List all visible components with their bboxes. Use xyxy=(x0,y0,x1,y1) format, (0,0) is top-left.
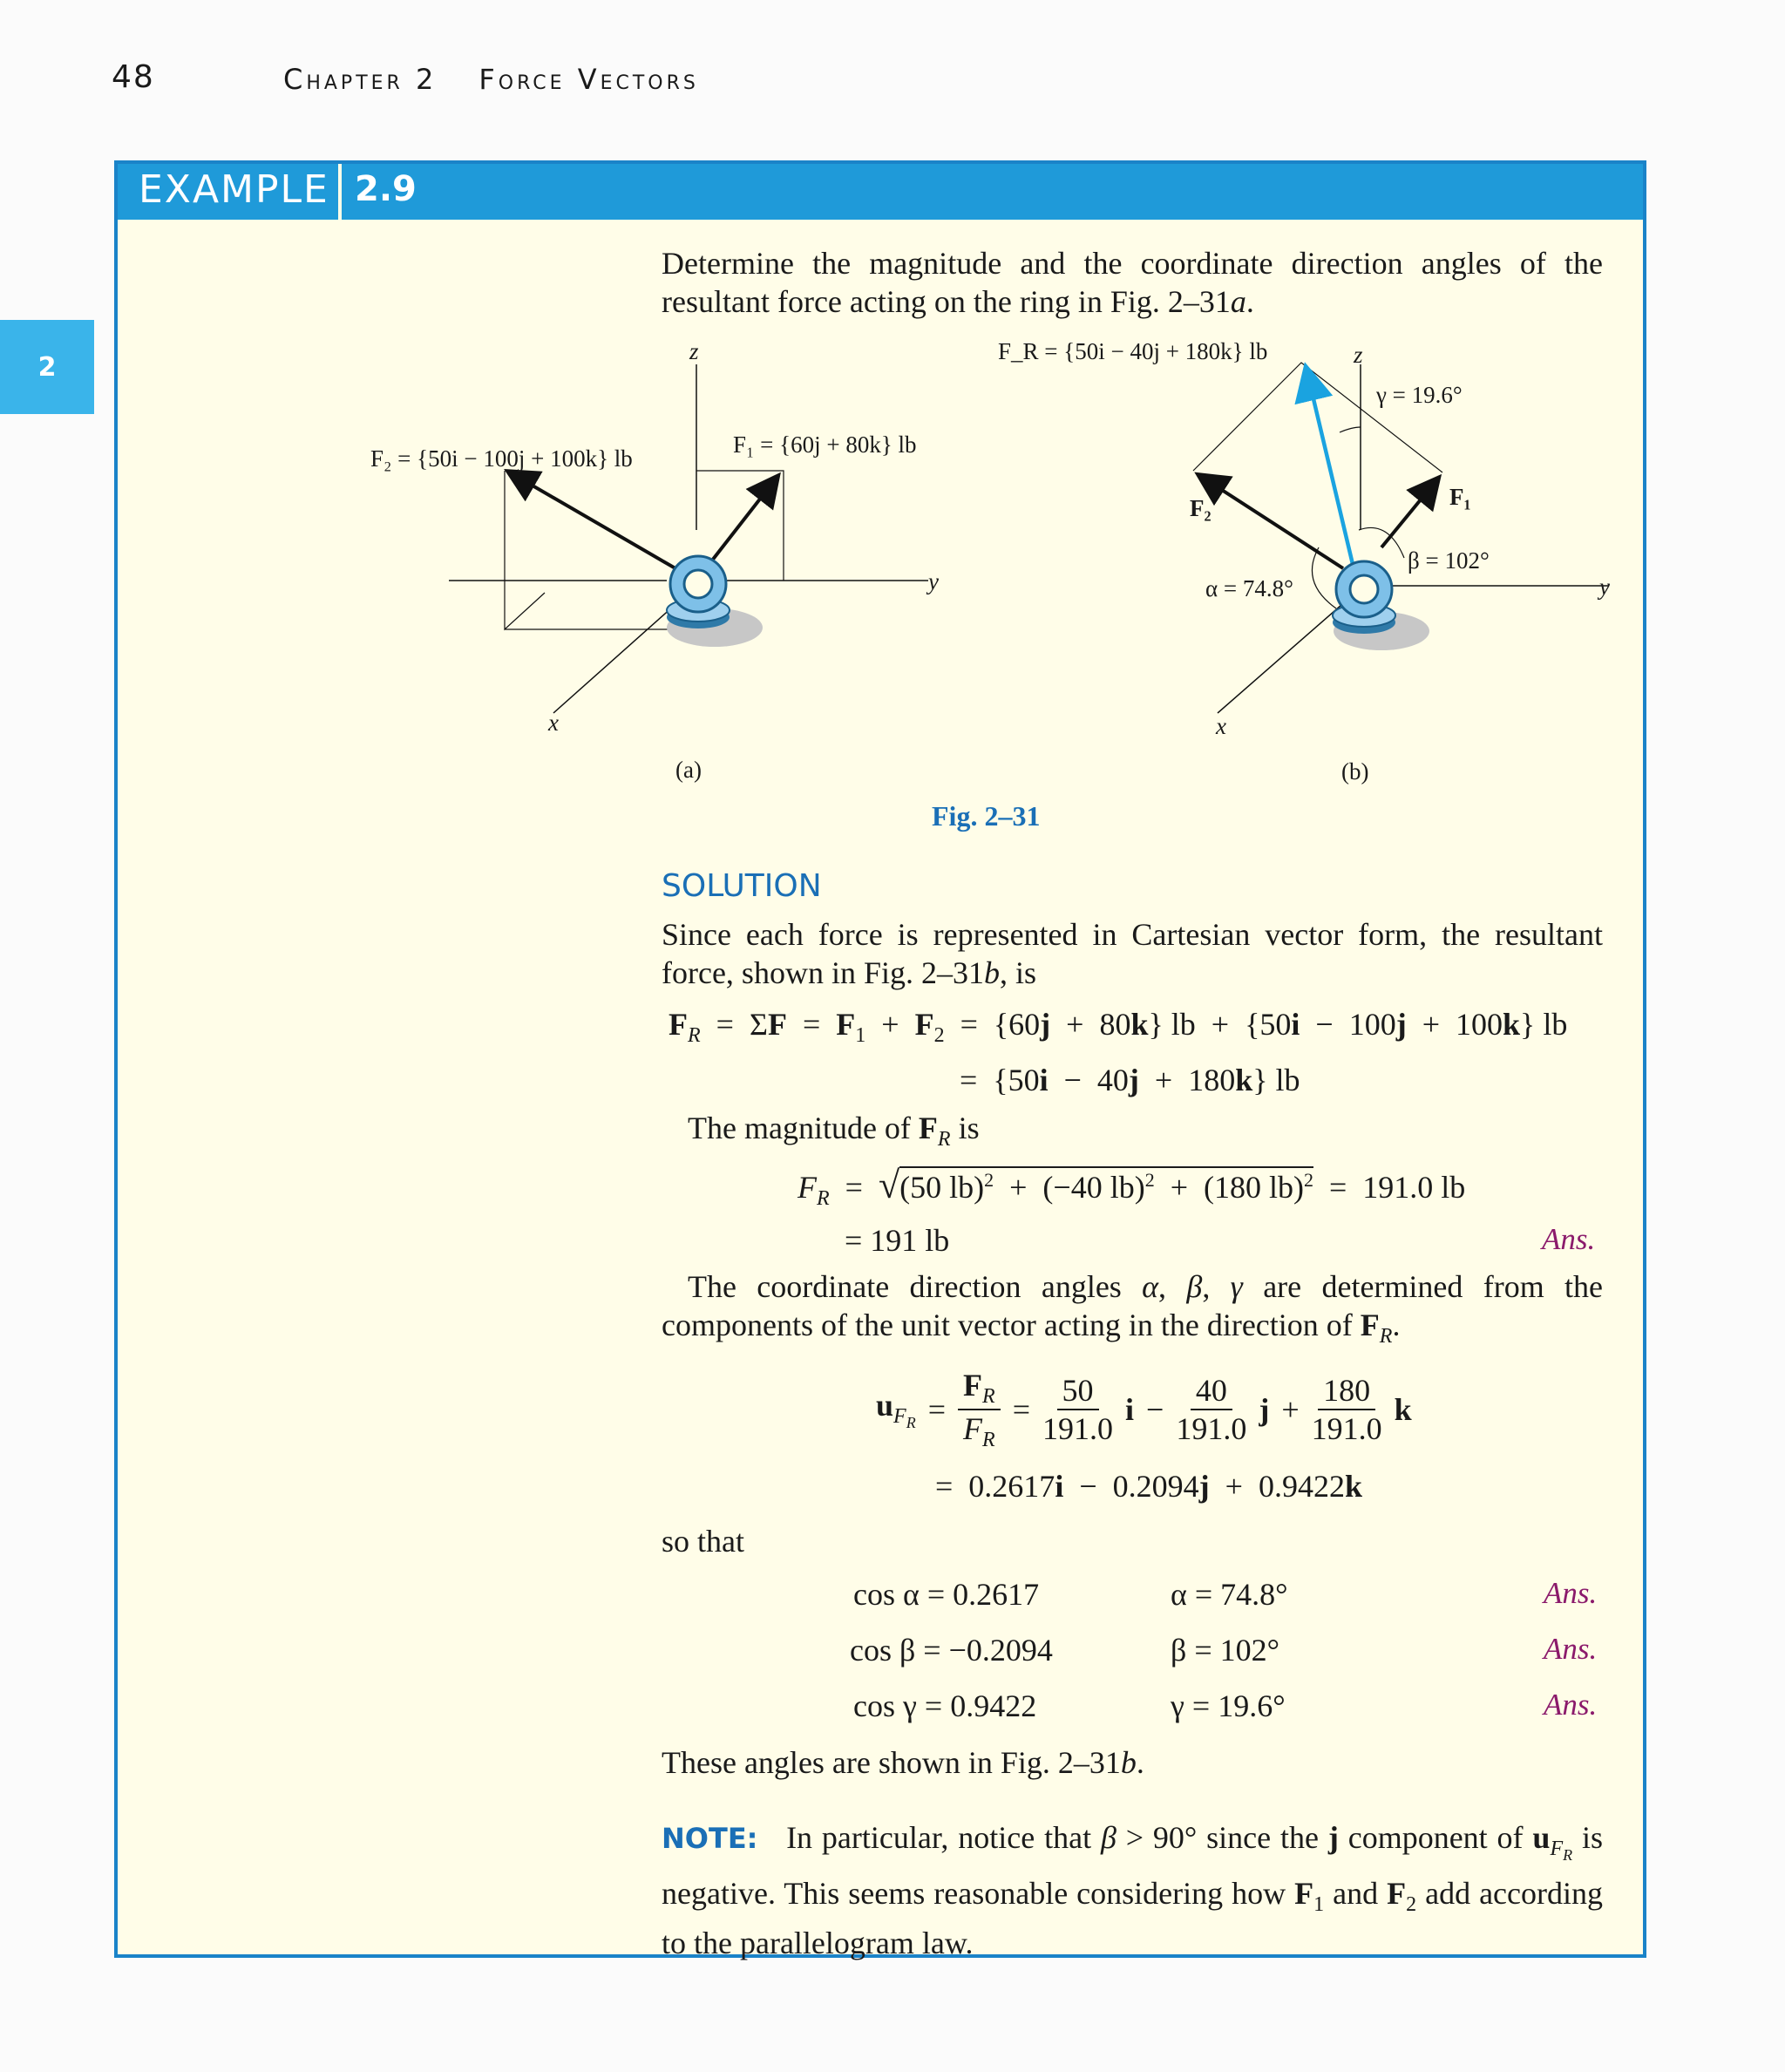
unit-den-1: 191.0 xyxy=(1042,1411,1113,1447)
fr-label-b: F_R = {50i − 40j + 180k} lb xyxy=(998,338,1268,364)
ring-hole xyxy=(684,570,712,598)
example-box xyxy=(114,160,1646,1961)
solution-intro: Since each force is represented in Cartesian vector form, the resultant force, shown in Fig. 2–31b, is xyxy=(662,917,1603,990)
gamma-value: γ = 19.6° xyxy=(1171,1688,1286,1723)
y-axis-label-a: y xyxy=(928,568,939,594)
equation-magnitude-2: = 191 lb xyxy=(845,1223,950,1258)
unit-num-2: 40 xyxy=(1191,1372,1232,1410)
beta-arc xyxy=(1359,527,1404,558)
ring-hole-b xyxy=(1350,575,1378,603)
answer-label-beta: Ans. xyxy=(1544,1632,1598,1666)
example-label: EXAMPLE xyxy=(139,167,329,212)
resultant-vector xyxy=(1307,370,1355,575)
magnitude-intro: The magnitude of $F_R$ is xyxy=(688,1111,980,1151)
f2-projection-lines xyxy=(505,471,545,629)
caption-a: (a) xyxy=(675,757,702,783)
equation-resultant-2: = {50i − 40j + 180k} lb xyxy=(960,1063,1300,1097)
x-axis-b xyxy=(1218,605,1341,713)
beta-value: β = 102° xyxy=(1171,1633,1280,1668)
answer-label-alpha: Ans. xyxy=(1544,1576,1598,1610)
chapter-title: Force Vectors xyxy=(478,63,699,96)
unit-den-3: 191.0 xyxy=(1311,1411,1382,1447)
example-separator xyxy=(338,164,342,220)
f2-vector-b xyxy=(1200,476,1343,568)
y-axis-label-b: y xyxy=(1599,574,1610,600)
cos-beta: cos β = −0.2094 xyxy=(850,1633,1053,1668)
answer-label-magnitude: Ans. xyxy=(1542,1222,1596,1256)
equation-resultant-1: $F_R = \Sigma F = F_1 + F_2 = \{60j + 80k\}$ lb + {50i − 100j + 100k} lb xyxy=(669,1007,1568,1048)
gamma-label-b: γ = 19.6° xyxy=(1376,382,1463,408)
unit-num-1: 50 xyxy=(1057,1372,1099,1410)
equation-magnitude: $F_R = √(50$ lb)$^2$ + (−40 lb)$^2$ + (180 lb)$^2$ = 191.0 lb xyxy=(797,1164,1466,1211)
cos-alpha: cos α = 0.2617 xyxy=(853,1577,1040,1612)
figure-b xyxy=(989,329,1617,783)
gamma-arc xyxy=(1340,427,1361,432)
alpha-label-b: α = 74.8° xyxy=(1205,575,1293,601)
x-axis-label-a: x xyxy=(548,710,559,736)
equation-unit-result: = 0.2617i − 0.2094j + 0.9422k xyxy=(935,1469,1362,1504)
f1-vector-b xyxy=(1381,479,1437,547)
z-axis-label-b: z xyxy=(1354,342,1363,368)
f2-vector xyxy=(510,472,696,581)
angles-shown: These angles are shown in Fig. 2–31b. xyxy=(662,1745,1144,1780)
beta-label-b: β = 102° xyxy=(1408,547,1490,574)
example-number: 2.9 xyxy=(355,169,417,209)
x-axis-a xyxy=(553,600,681,713)
note-paragraph: NOTE: In particular, notice that β > 90° since the j component of $u_{F_R}$ is negative. This seems reasonable considering how $F_1$ and $F_2$ add according to the parallelogram law. xyxy=(662,1820,1604,1961)
unit-den-2: 191.0 xyxy=(1176,1411,1247,1447)
unit-num-3: 180 xyxy=(1318,1372,1375,1410)
f1-label-b: F₁ xyxy=(1449,484,1471,510)
page-number: 48 xyxy=(112,59,155,95)
chapter-side-tab: 2 xyxy=(0,320,94,414)
figure-caption: Fig. 2–31 xyxy=(932,800,1041,832)
figure-a xyxy=(370,329,928,783)
solution-heading: SOLUTION xyxy=(662,868,822,904)
note-label: NOTE: xyxy=(662,1822,758,1855)
f1-label-a: F₁ = {60j + 80k} lb xyxy=(733,431,917,458)
f2-label-b: F₂ xyxy=(1190,495,1211,521)
problem-statement: Determine the magnitude and the coordinate direction angles of the resultant force acting on the ring in Fig. 2–31a. xyxy=(662,246,1603,319)
alpha-value: α = 74.8° xyxy=(1171,1577,1288,1612)
so-that: so that xyxy=(662,1524,744,1559)
equation-unit-vector: $u_{F_R}$ = $\frac{F_R}{F_R}$ = $\frac{50}{191.0}$ i − $\frac{40}{191.0}$ j + $\frac{180}{191.0}$ k xyxy=(876,1368,1412,1452)
f2-label-a: F₂ = {50i − 100j + 100k} lb xyxy=(370,445,633,472)
x-axis-label-b: x xyxy=(1216,713,1226,739)
cos-gamma: cos γ = 0.9422 xyxy=(853,1688,1037,1723)
chapter-label: Chapter 2 xyxy=(283,63,438,96)
caption-b: (b) xyxy=(1341,758,1369,785)
chapter-header xyxy=(283,63,699,96)
angles-intro: The coordinate direction angles α, β, γ are determined from the components of the unit vector acting in the direction of $F_R$. xyxy=(662,1269,1604,1348)
example-header-band xyxy=(118,164,1643,220)
z-axis-label-a: z xyxy=(689,338,699,364)
answer-label-gamma: Ans. xyxy=(1544,1688,1598,1722)
